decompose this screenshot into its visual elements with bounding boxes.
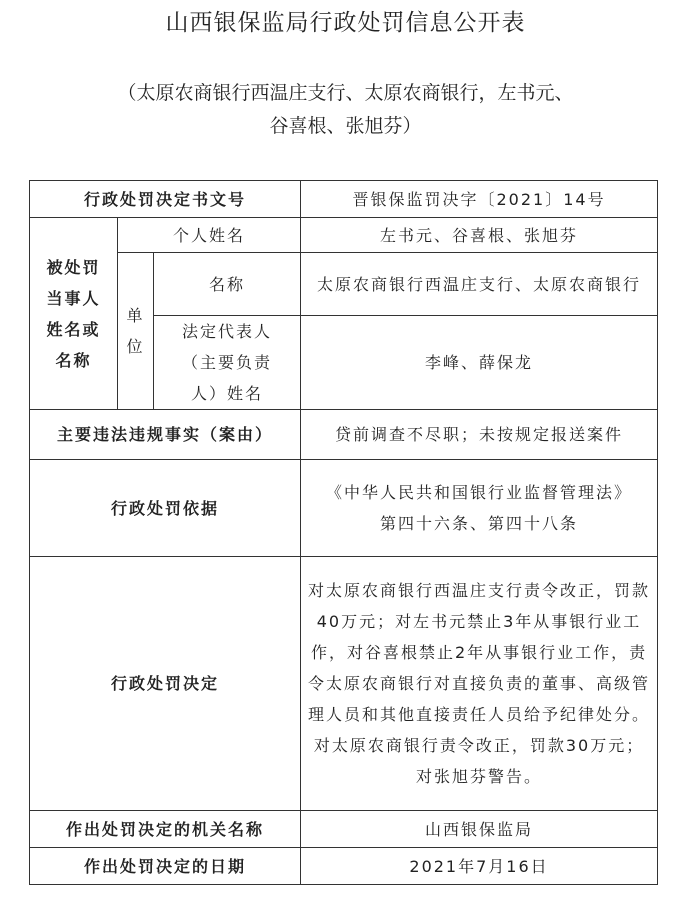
decision-label: 行政处罚决定 [30, 557, 301, 811]
unit-label: 单 位 [118, 253, 154, 410]
basis-law: 《中华人民共和国银行业监督管理法》 [326, 483, 633, 502]
row-individual-name [30, 218, 658, 253]
legal-rep-label: 法定代表人 （主要负责 人）姓名 [154, 316, 301, 410]
document-subtitle-line-2: 谷喜根、张旭芬） [269, 115, 422, 137]
facts-label: 主要违法违规事实（案由） [30, 410, 301, 460]
date-value: 2021年7月16日 [301, 848, 658, 885]
penalty-info-table [29, 180, 658, 885]
date-label: 作出处罚决定的日期 [30, 848, 301, 885]
decision-number-value: 晋银保监罚决字〔2021〕14号 [301, 181, 658, 218]
row-authority [30, 811, 658, 848]
row-decision [30, 557, 658, 811]
individual-name-value: 左书元、谷喜根、张旭芬 [301, 218, 658, 253]
individual-name-label: 个人姓名 [118, 218, 301, 253]
facts-value: 贷前调查不尽职；未按规定报送案件 [301, 410, 658, 460]
authority-value: 山西银保监局 [301, 811, 658, 848]
party-label: 被处罚 当事人 姓名或 名称 [30, 218, 118, 410]
unit-name-value: 太原农商银行西温庄支行、太原农商银行 [301, 253, 658, 316]
row-unit-name [30, 253, 658, 316]
basis-articles: 第四十六条、第四十八条 [380, 514, 579, 533]
decision-number-label: 行政处罚决定书文号 [30, 181, 301, 218]
document-title: 山西银保监局行政处罚信息公开表 [165, 10, 526, 36]
decision-value: 对太原农商银行西温庄支行责令改正，罚款40万元；对左书元禁止3年从事银行业工作，对谷喜根禁止2年从事银行业工作，责令太原农商银行对直接负责的董事、高级管理人员和其他直接责任人员给予纪律处分。对太原农商银行责令改正，罚款30万元；对张旭芬警告。 [301, 557, 658, 811]
basis-label: 行政处罚依据 [30, 460, 301, 557]
legal-rep-value: 李峰、薛保龙 [301, 316, 658, 410]
row-basis [30, 460, 658, 557]
row-date [30, 848, 658, 885]
document-subtitle-line-1: （太原农商银行西温庄支行、太原农商银行，左书元、 [117, 82, 574, 104]
authority-label: 作出处罚决定的机关名称 [30, 811, 301, 848]
basis-value [301, 460, 658, 557]
row-decision-number [30, 181, 658, 218]
row-facts [30, 410, 658, 460]
unit-name-label: 名称 [154, 253, 301, 316]
